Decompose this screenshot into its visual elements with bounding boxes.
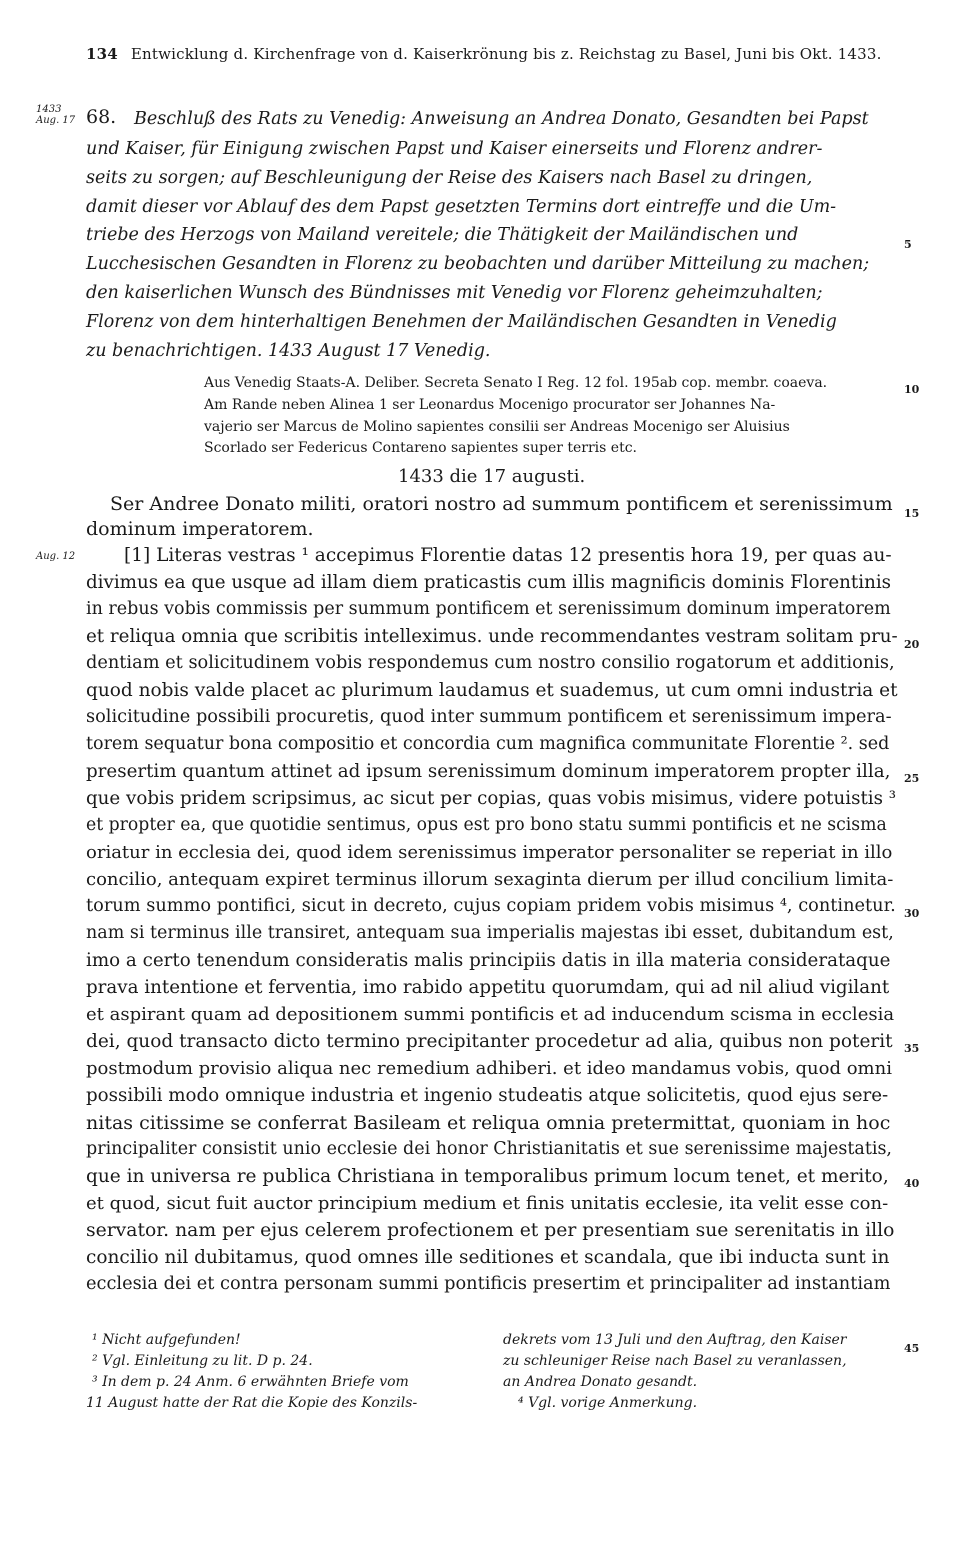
body-line: et quod, sicut fuit auctor principium medium et finis unitatis ecclesie, ita velit esse con- bbox=[86, 1193, 889, 1214]
summary-line: zu benachrichtigen. 1433 August 17 Venedig. bbox=[86, 341, 491, 361]
body-line: concilio, antequam expiret terminus illorum sexaginta dierum per illud concilium limita- bbox=[86, 869, 894, 890]
body-line: torum summo pontifici, sicut in decreto, cujus copiam pridem vobis misimus ⁴, continetur. bbox=[86, 896, 896, 916]
summary-line: Beschluß des Rats zu Venedig: Anweisung an Andrea Donato, Gesandten bei Papst bbox=[134, 109, 869, 129]
body-line: imo a certo tenendum consideratis malis principiis datis in illa materia considerataque bbox=[86, 950, 891, 971]
footnote-left: ¹ Nicht aufgefunden! bbox=[92, 1332, 241, 1348]
body-line: possibili modo omnique industria et ingenio studeatis atque solicitetis, quod ejus sere- bbox=[86, 1085, 889, 1106]
body-line: et reliqua omnia que scribitis intelleximus. unde recommendantes vestram solitam pru- bbox=[86, 626, 898, 647]
body-line: et propter ea, que quotidie sentimus, opus est pro bono statu summi pontificis et ne scisma bbox=[86, 815, 887, 835]
summary-line: damit dieser vor Ablauf des dem Papst gesetzten Termins dort eintreffe und die Um- bbox=[86, 197, 837, 217]
body-line: solicitudine possibili procuretis, quod inter summum pontificem et serenissimum impera- bbox=[86, 707, 892, 727]
body-line: postmodum provisio aliqua nec remedium adhiberi. et ideo mandamus vobis, quod omni bbox=[86, 1058, 892, 1079]
body-line: prava intentione et ferventia, imo rabido appetitu quorumdam, qui ad nil aliud vigilant bbox=[86, 977, 890, 998]
body-line: dei, quod transacto dicto termino precipitanter procedetur ad alia, quibus non poterit bbox=[86, 1031, 893, 1052]
footnote-right: an Andrea Donato gesandt. bbox=[503, 1374, 698, 1390]
line-number: 40 bbox=[904, 1177, 920, 1190]
line-number: 10 bbox=[904, 383, 920, 396]
line-number: 45 bbox=[904, 1342, 920, 1355]
body-line: oriatur in ecclesia dei, quod idem serenissimus imperator personaliter se reperiat in illo bbox=[86, 842, 893, 863]
body-line: nitas citissime se conferrat Basileam et reliqua omnia pretermittat, quoniam in hoc bbox=[86, 1112, 891, 1134]
body-line: ecclesia dei et contra personam summi pontificis presertim et principaliter ad instantiam bbox=[86, 1274, 891, 1294]
body-line: nam si terminus ille transiret, antequam sua imperialis majestas ibi esset, dubitandum est, bbox=[86, 923, 894, 943]
running-title: Entwicklung d. Kirchenfrage von d. Kaiserkrönung bis z. Reichstag zu Basel, Juni bis Okt. 1433. bbox=[130, 45, 882, 63]
summary-line: triebe des Herzogs von Mailand vereitele; die Thätigkeit der Mailändischen und bbox=[86, 225, 799, 245]
body-line: presertim quantum attinet ad ipsum serenissimum dominum imperatorem propter illa, bbox=[86, 761, 891, 782]
body-line: torem sequatur bona compositio et concordia cum magnifica communitate Florentie ². sed bbox=[86, 734, 890, 754]
line-number: 25 bbox=[904, 772, 920, 785]
source-line: Scorlado ser Federicus Contareno sapientes super terris etc. bbox=[204, 440, 637, 456]
body-line: concilio nil dubitamus, quod omnes ille seditiones et scandala, que ibi inducta sunt in bbox=[86, 1247, 890, 1268]
body-line: et aspirant quam ad depositionem summi pontificis et ad inducendum scisma in ecclesia bbox=[86, 1004, 895, 1025]
footnote-right: zu schleuniger Reise nach Basel zu veranlassen, bbox=[503, 1353, 847, 1369]
line-number: 15 bbox=[904, 507, 920, 520]
footnote-right: ⁴ Vgl. vorige Anmerkung. bbox=[518, 1395, 698, 1411]
summary-line: und Kaiser, für Einigung zwischen Papst und Kaiser einerseits und Florenz andrer- bbox=[86, 139, 823, 159]
source-line: vajerio ser Marcus de Molino sapientes consilii ser Andreas Mocenigo ser Aluisius bbox=[204, 419, 790, 435]
source-line: Am Rande neben Alinea 1 ser Leonardus Mocenigo procurator ser Johannes Na- bbox=[204, 397, 776, 413]
body-line: in rebus vobis commissis per summum pontificem et serenissimum dominum imperatorem bbox=[86, 599, 891, 619]
source-line: Aus Venedig Staats-A. Deliber. Secreta Senato I Reg. 12 fol. 195ab cop. membr. coaeva. bbox=[204, 375, 828, 391]
line-number: 5 bbox=[904, 238, 912, 251]
body-line: servator. nam per ejus celerem profectionem et per presentiam sue serenitatis in illo bbox=[86, 1220, 895, 1241]
body-line: principaliter consistit unio ecclesie dei honor Christianitatis et sue serenissime majestatis, bbox=[86, 1139, 892, 1159]
body-line: dentiam et solicitudinem vobis respondemus cum nostro consilio rogatorum et additionis, bbox=[86, 653, 895, 673]
footnote-left: ³ In dem p. 24 Anm. 6 erwähnten Briefe vom bbox=[92, 1374, 409, 1390]
footnote-left: 11 August hatte der Rat die Kopie des Konzils- bbox=[86, 1395, 418, 1411]
body-line: que in universa re publica Christiana in temporalibus primum locum tenet, et merito, bbox=[86, 1166, 889, 1187]
body-line: quod nobis valde placet ac plurimum laudamus et suademus, ut cum omni industria et bbox=[86, 680, 898, 701]
summary-line: den kaiserlichen Wunsch des Bündnisses mit Venedig vor Florenz geheimzuhalten; bbox=[86, 283, 823, 303]
document-date: 1433 die 17 augusti. bbox=[398, 466, 586, 487]
body-line: [1] Literas vestras ¹ accepimus Florentie datas 12 presentis hora 19, per quas au- bbox=[124, 545, 892, 566]
line-number: 35 bbox=[904, 1042, 920, 1055]
side-date-day: Aug. 17 bbox=[36, 115, 76, 126]
running-header bbox=[86, 45, 882, 63]
body-line: divimus ea que usque ad illam diem praticastis cum illis magnificis dominis Florentinis bbox=[86, 572, 892, 593]
margin-date: Aug. 12 bbox=[36, 551, 76, 562]
body-line: Ser Andree Donato militi, oratori nostro ad summum pontificem et serenissimum bbox=[110, 493, 893, 515]
side-date bbox=[36, 104, 75, 126]
body-line: que vobis pridem scripsimus, ac sicut per copias, quas vobis misimus, videre potuistis ³ bbox=[86, 788, 897, 809]
body-line: dominum imperatorem. bbox=[86, 518, 314, 540]
summary-line: Florenz von dem hinterhaltigen Benehmen der Mailändischen Gesandten in Venedig bbox=[86, 312, 837, 332]
side-date-year: 1433 bbox=[36, 104, 62, 115]
line-number: 20 bbox=[904, 638, 920, 651]
line-number: 30 bbox=[904, 907, 920, 920]
document-number: 68. bbox=[86, 106, 117, 128]
page-number: 134 bbox=[86, 45, 118, 63]
footnote-right: dekrets vom 13 Juli und den Auftrag, den Kaiser bbox=[503, 1332, 847, 1348]
summary-line: seits zu sorgen; auf Beschleunigung der Reise des Kaisers nach Basel zu dringen, bbox=[86, 168, 813, 188]
summary-line: Lucchesischen Gesandten in Florenz zu beobachten und darüber Mitteilung zu machen; bbox=[86, 254, 870, 274]
footnote-left: ² Vgl. Einleitung zu lit. D p. 24. bbox=[92, 1353, 313, 1369]
